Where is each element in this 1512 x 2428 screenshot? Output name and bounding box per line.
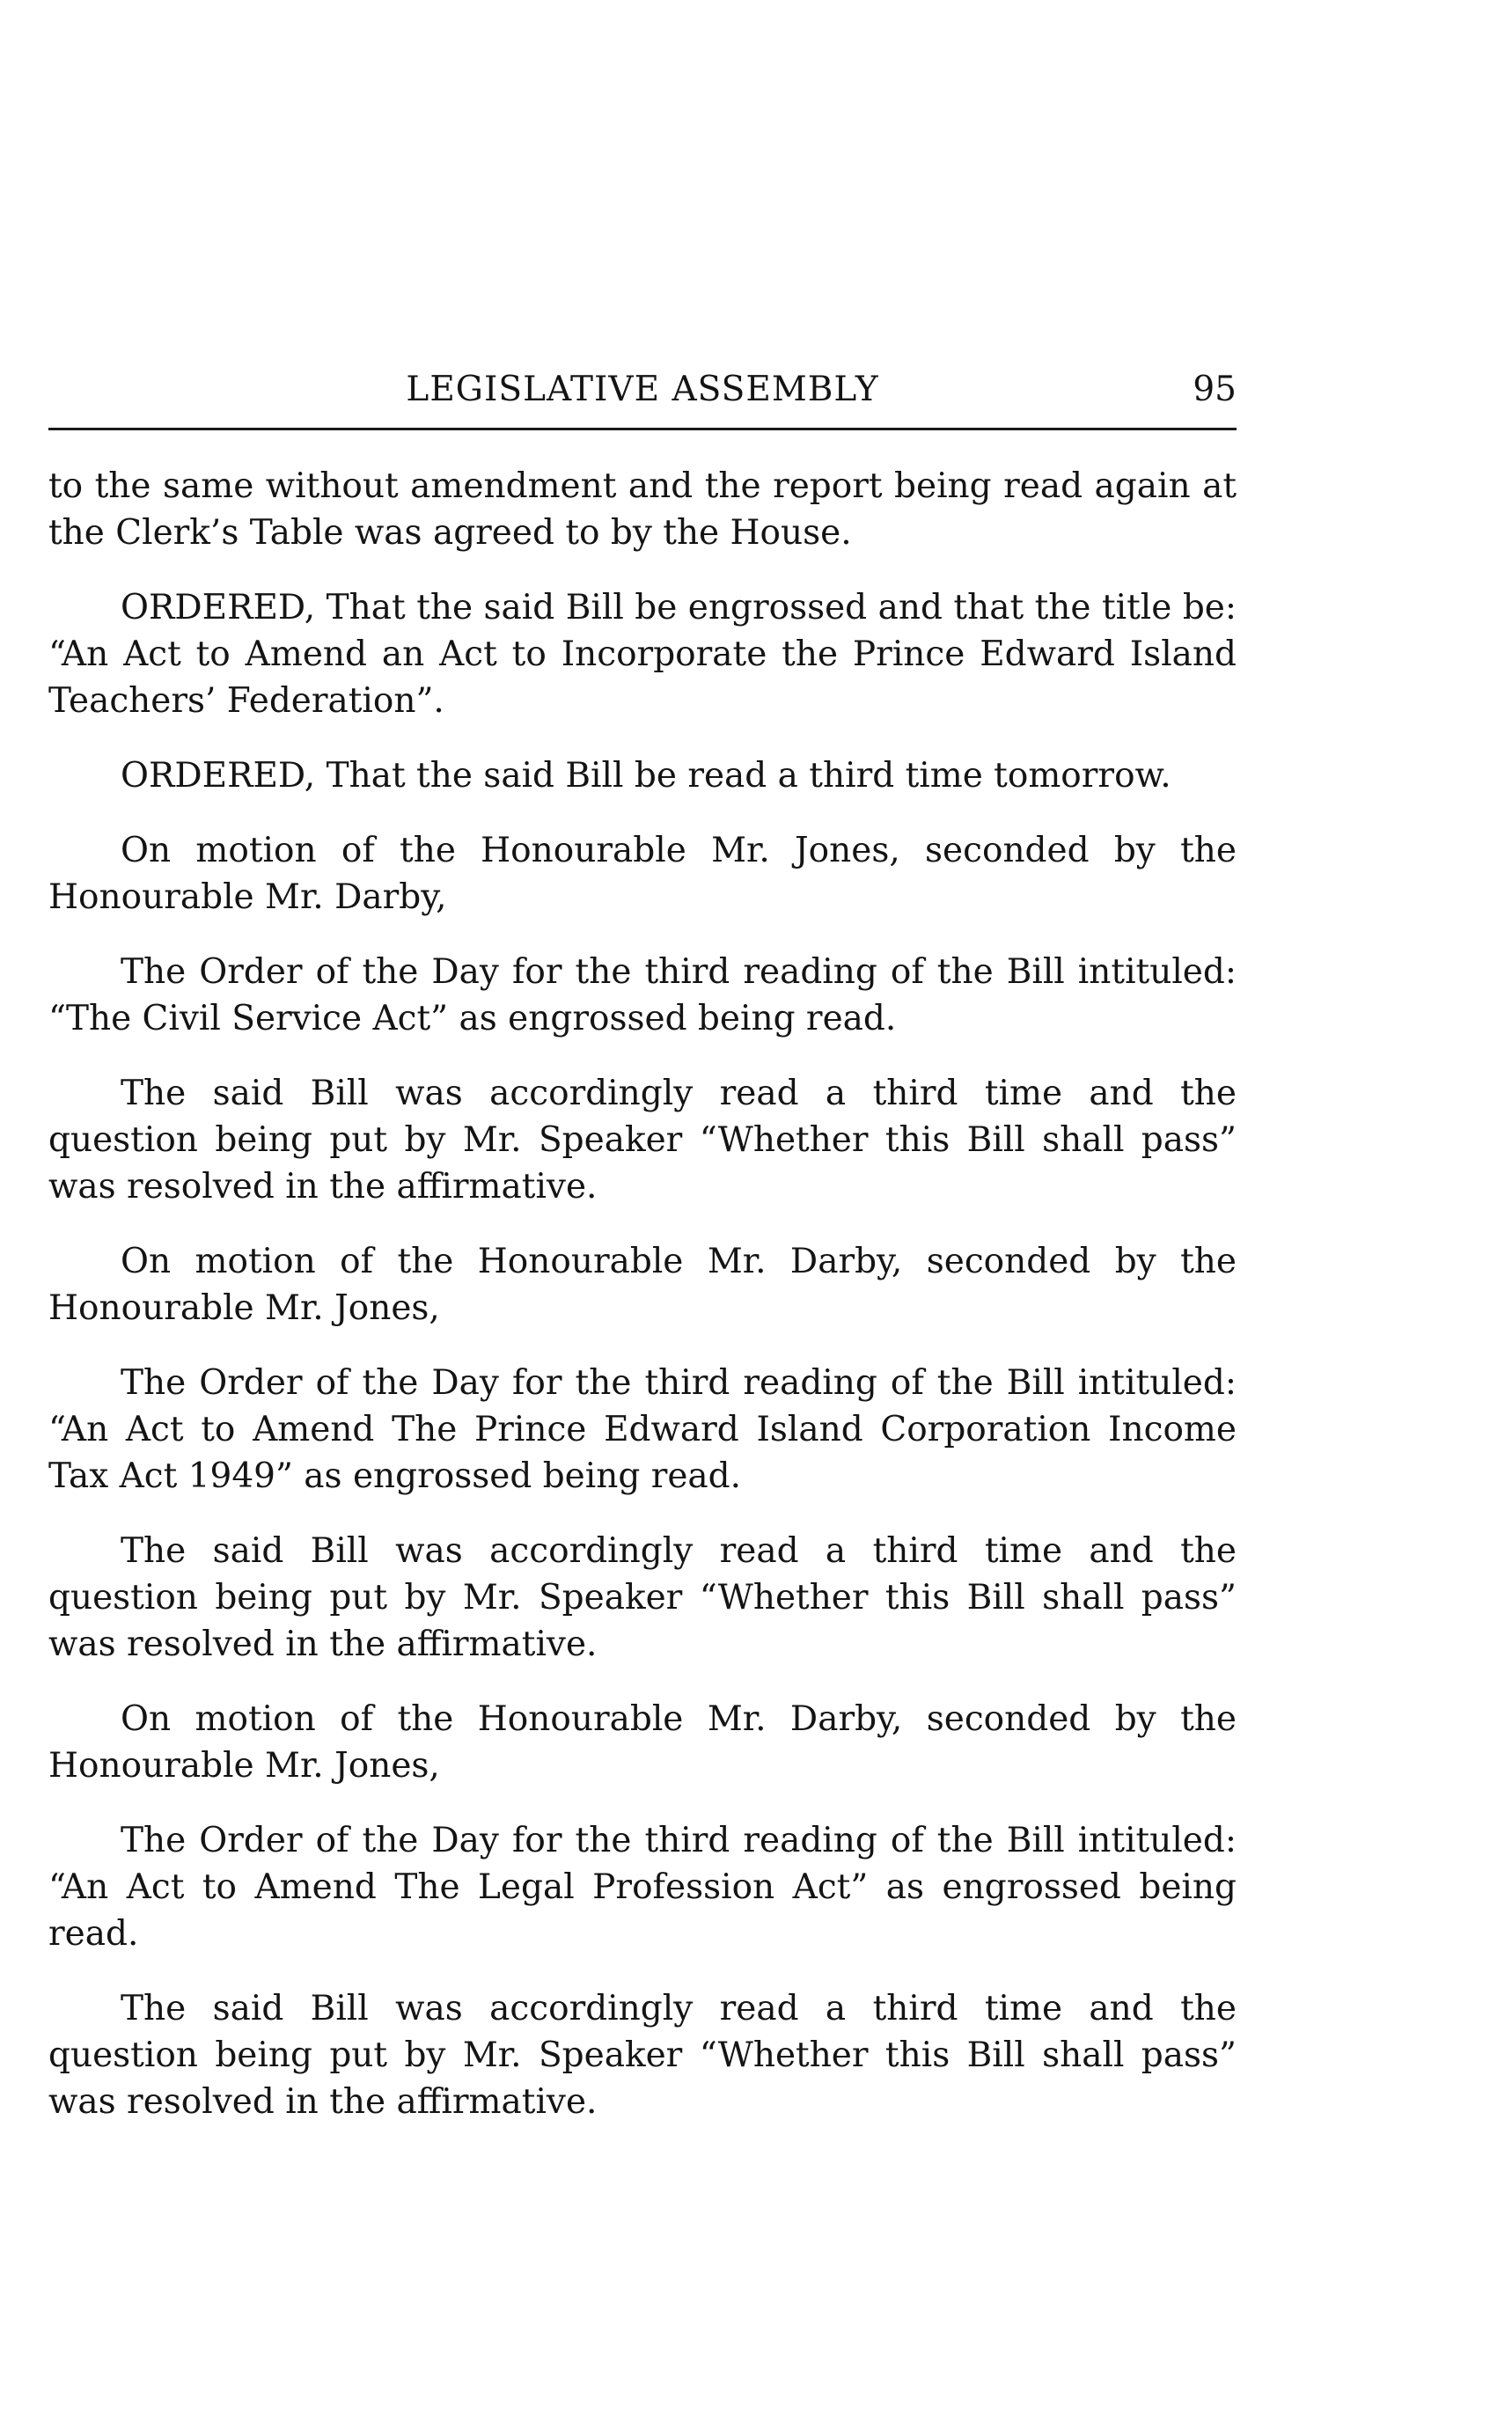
paragraph-resolved-1: The said Bill was accordingly read a third time and the question being put by Mr. Speaker “Whether this Bill shall pass” was resolved in the affirmative. xyxy=(48,1074,1237,1207)
paragraph-order-civil-service: The Order of the Day for the third reading of the Bill intituled: “The Civil Service Act” as engrossed being read. xyxy=(48,952,1237,1038)
paragraph-motion-darby-2: On motion of the Honourable Mr. Darby, seconded by the Honourable Mr. Jones, xyxy=(48,1699,1237,1786)
paragraph-resolved-3: The said Bill was accordingly read a third time and the question being put by Mr. Speaker “Whether this Bill shall pass” was resolved in the affirmative. xyxy=(48,1989,1237,2122)
header-title: LEGISLATIVE ASSEMBLY xyxy=(406,370,879,409)
paragraph-continuation: to the same without amendment and the report being read again at the Clerk’s Table was agreed to by the House. xyxy=(48,466,1237,553)
paragraph-motion-jones: On motion of the Honourable Mr. Jones, seconded by the Honourable Mr. Darby, xyxy=(48,831,1237,917)
paragraph-motion-darby-1: On motion of the Honourable Mr. Darby, seconded by the Honourable Mr. Jones, xyxy=(48,1242,1237,1328)
header-rule xyxy=(48,428,1237,430)
paragraph-ordered-third-reading: ORDERED, That the said Bill be read a third time tomorrow. xyxy=(121,756,1171,796)
page-body xyxy=(48,463,1237,2153)
page-number: 95 xyxy=(1193,370,1237,409)
paragraph-ordered-title: ORDERED, That the said Bill be engrossed and that the title be: “An Act to Amend an Act to Incorporate the Prince Edward Island Teachers’ Federation”. xyxy=(48,588,1237,721)
paragraph-order-legal-profession: The Order of the Day for the third reading of the Bill intituled: “An Act to Amend The Legal Profession Act” as engrossed being read. xyxy=(48,1821,1237,1954)
paragraph-resolved-2: The said Bill was accordingly read a third time and the question being put by Mr. Speaker “Whether this Bill shall pass” was resolved in the affirmative. xyxy=(48,1531,1237,1664)
running-header xyxy=(48,359,1237,412)
paragraph-order-income-tax: The Order of the Day for the third reading of the Bill intituled: “An Act to Amend The Prince Edward Island Corporation Income Tax Act 1949” as engrossed being read. xyxy=(48,1363,1237,1496)
